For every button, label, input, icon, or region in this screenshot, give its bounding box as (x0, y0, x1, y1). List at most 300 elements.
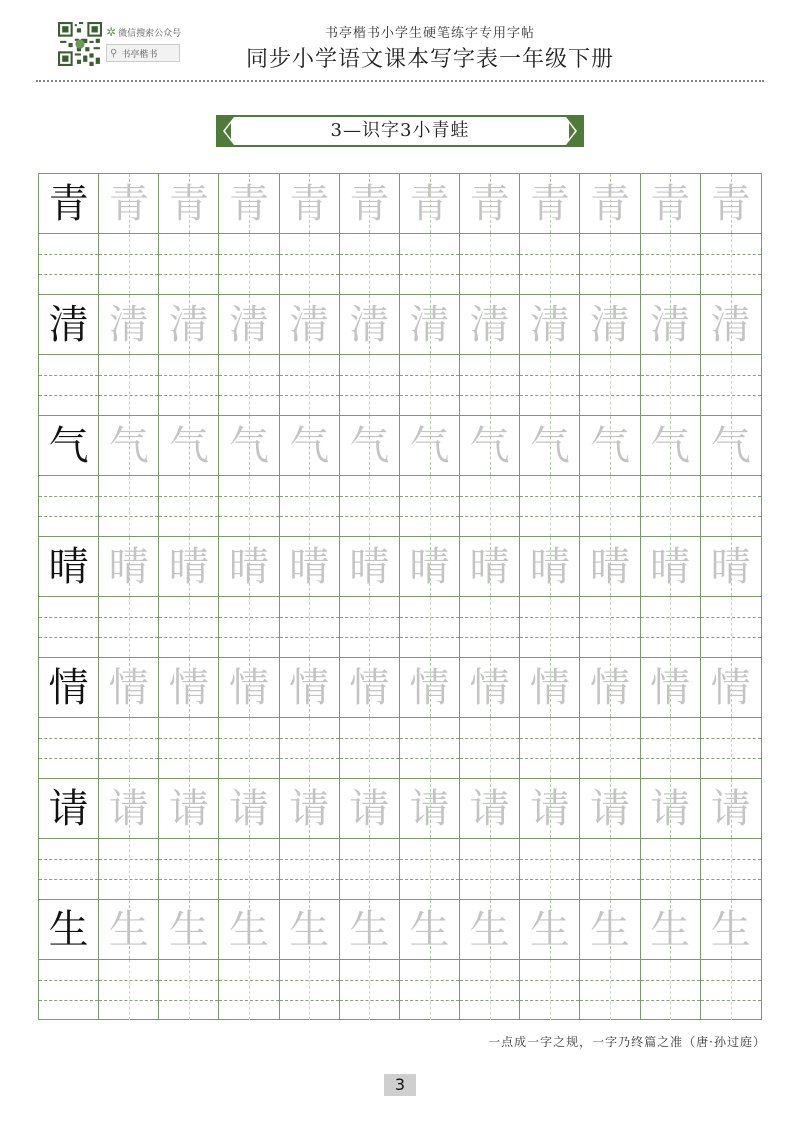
trace-character: 清 (589, 301, 630, 348)
pinyin-center-guide (670, 355, 671, 415)
trace-character: 清 (108, 301, 149, 348)
trace-character-cell[interactable] (159, 900, 219, 960)
pinyin-center-guide (309, 234, 310, 294)
pinyin-cell[interactable] (159, 597, 219, 657)
pinyin-center-guide (610, 718, 611, 778)
character-band (39, 900, 761, 960)
trace-character-cell[interactable] (340, 295, 400, 355)
pinyin-guide-line (39, 254, 98, 255)
trace-character-cell[interactable] (460, 416, 520, 476)
pinyin-cell[interactable] (641, 597, 701, 657)
pinyin-cell[interactable] (701, 839, 761, 899)
trace-character-cell[interactable] (460, 779, 520, 839)
pinyin-center-guide (490, 960, 491, 1020)
pinyin-center-guide (369, 718, 370, 778)
pinyin-cell[interactable] (580, 960, 640, 1020)
pinyin-cell[interactable] (580, 234, 640, 294)
pinyin-cell[interactable] (39, 234, 99, 294)
pinyin-cell[interactable] (99, 839, 159, 899)
pinyin-cell[interactable] (460, 234, 520, 294)
pinyin-cell[interactable] (400, 960, 460, 1020)
trace-character-cell[interactable] (219, 779, 279, 839)
trace-character: 请 (229, 785, 270, 832)
trace-character: 生 (229, 906, 270, 953)
pinyin-cell[interactable] (99, 234, 159, 294)
pinyin-center-guide (249, 960, 250, 1020)
pinyin-cell[interactable] (701, 597, 761, 657)
pinyin-center-guide (430, 476, 431, 536)
pinyin-cell[interactable] (280, 718, 340, 778)
pinyin-cell[interactable] (641, 234, 701, 294)
pinyin-center-guide (731, 960, 732, 1020)
trace-character-cell[interactable] (641, 900, 701, 960)
pinyin-center-guide (490, 718, 491, 778)
model-character-cell (39, 537, 99, 597)
trace-character: 清 (650, 301, 691, 348)
trace-character: 情 (650, 664, 691, 711)
model-character-cell (39, 295, 99, 355)
pinyin-center-guide (610, 960, 611, 1020)
character-band (39, 658, 761, 718)
trace-character: 清 (409, 301, 450, 348)
trace-character-cell[interactable] (280, 900, 340, 960)
pinyin-cell[interactable] (219, 960, 279, 1020)
trace-character-cell[interactable] (460, 658, 520, 718)
trace-character: 晴 (289, 543, 330, 590)
trace-character-cell[interactable] (701, 537, 761, 597)
pinyin-guide-line (39, 274, 98, 275)
trace-character-cell[interactable] (580, 295, 640, 355)
pinyin-cell[interactable] (701, 355, 761, 415)
pinyin-cell[interactable] (280, 355, 340, 415)
trace-character-cell[interactable] (340, 416, 400, 476)
pinyin-cell[interactable] (39, 355, 99, 415)
trace-character-cell[interactable] (159, 416, 219, 476)
trace-character-cell[interactable] (641, 174, 701, 234)
pinyin-cell[interactable] (340, 718, 400, 778)
trace-character-cell[interactable] (520, 416, 580, 476)
pinyin-guide-line (39, 637, 98, 638)
pinyin-guide-line (39, 1000, 98, 1001)
pinyin-cell[interactable] (701, 718, 761, 778)
pinyin-cell[interactable] (400, 355, 460, 415)
trace-character: 生 (349, 906, 390, 953)
pinyin-cell[interactable] (39, 718, 99, 778)
practice-row (39, 174, 761, 295)
trace-character-cell[interactable] (641, 416, 701, 476)
trace-character-cell[interactable] (280, 658, 340, 718)
trace-character-cell[interactable] (340, 900, 400, 960)
pinyin-cell[interactable] (400, 234, 460, 294)
practice-row (39, 416, 761, 537)
trace-character-cell[interactable] (460, 174, 520, 234)
page-number: 3 (384, 1074, 416, 1096)
pinyin-center-guide (490, 839, 491, 899)
trace-character-cell[interactable] (460, 295, 520, 355)
trace-character-cell[interactable] (99, 295, 159, 355)
pinyin-cell[interactable] (460, 718, 520, 778)
trace-character-cell[interactable] (400, 658, 460, 718)
trace-character-cell[interactable] (701, 174, 761, 234)
pinyin-cell[interactable] (520, 839, 580, 899)
wechat-label: 微信搜索公众号 (118, 28, 182, 39)
trace-character: 情 (108, 664, 149, 711)
pinyin-center-guide (249, 839, 250, 899)
trace-character: 晴 (650, 543, 691, 590)
trace-character: 生 (529, 906, 570, 953)
trace-character: 青 (289, 180, 330, 227)
trace-character-cell[interactable] (400, 779, 460, 839)
trace-character-cell[interactable] (641, 658, 701, 718)
pinyin-center-guide (731, 597, 732, 657)
pinyin-center-guide (249, 355, 250, 415)
trace-character-cell[interactable] (641, 537, 701, 597)
trace-character: 晴 (229, 543, 270, 590)
pinyin-center-guide (129, 234, 130, 294)
trace-character: 青 (168, 180, 209, 227)
pinyin-guide-line (39, 395, 98, 396)
pinyin-cell[interactable] (460, 597, 520, 657)
trace-character: 情 (168, 664, 209, 711)
trace-character-cell[interactable] (340, 537, 400, 597)
pinyin-cell[interactable] (39, 839, 99, 899)
trace-character-cell[interactable] (99, 537, 159, 597)
trace-character: 气 (710, 422, 751, 469)
character-band (39, 537, 761, 597)
pinyin-cell[interactable] (219, 355, 279, 415)
trace-character-cell[interactable] (159, 779, 219, 839)
trace-character-cell[interactable] (99, 779, 159, 839)
trace-character-cell[interactable] (520, 658, 580, 718)
trace-character-cell[interactable] (400, 416, 460, 476)
lesson-banner (216, 115, 584, 147)
pinyin-cell[interactable] (520, 718, 580, 778)
wechat-search-text: 书亭楷书 (121, 49, 158, 60)
pinyin-cell[interactable] (460, 960, 520, 1020)
pinyin-center-guide (249, 476, 250, 536)
trace-character-cell[interactable] (460, 900, 520, 960)
trace-character: 请 (469, 785, 510, 832)
pinyin-cell[interactable] (701, 234, 761, 294)
trace-character-cell[interactable] (701, 900, 761, 960)
trace-character-cell[interactable] (520, 174, 580, 234)
trace-character-cell[interactable] (460, 537, 520, 597)
pinyin-center-guide (129, 476, 130, 536)
trace-character-cell[interactable] (520, 295, 580, 355)
trace-character: 清 (349, 301, 390, 348)
pinyin-cell[interactable] (340, 960, 400, 1020)
pinyin-center-guide (309, 839, 310, 899)
pinyin-band (39, 960, 761, 1021)
trace-character: 晴 (710, 543, 751, 590)
pinyin-cell[interactable] (99, 718, 159, 778)
pinyin-cell[interactable] (159, 476, 219, 536)
trace-character-cell[interactable] (580, 174, 640, 234)
character-band (39, 779, 761, 839)
pinyin-center-guide (189, 355, 190, 415)
trace-character: 清 (168, 301, 209, 348)
trace-character-cell[interactable] (219, 658, 279, 718)
pinyin-center-guide (490, 234, 491, 294)
pinyin-cell[interactable] (520, 234, 580, 294)
pinyin-center-guide (670, 960, 671, 1020)
trace-character-cell[interactable] (219, 416, 279, 476)
pinyin-cell[interactable] (520, 355, 580, 415)
pinyin-center-guide (430, 839, 431, 899)
pinyin-cell[interactable] (99, 355, 159, 415)
trace-character-cell[interactable] (701, 658, 761, 718)
pinyin-cell[interactable] (39, 476, 99, 536)
trace-character-cell[interactable] (280, 537, 340, 597)
pinyin-center-guide (731, 718, 732, 778)
pinyin-cell[interactable] (39, 597, 99, 657)
trace-character: 请 (108, 785, 149, 832)
trace-character-cell[interactable] (580, 416, 640, 476)
pinyin-cell[interactable] (580, 597, 640, 657)
pinyin-cell[interactable] (641, 718, 701, 778)
trace-character-cell[interactable] (99, 416, 159, 476)
pinyin-cell[interactable] (99, 476, 159, 536)
trace-character-cell[interactable] (701, 295, 761, 355)
pinyin-center-guide (369, 960, 370, 1020)
pinyin-center-guide (430, 597, 431, 657)
pinyin-cell[interactable] (580, 476, 640, 536)
model-character-cell (39, 658, 99, 718)
trace-character-cell[interactable] (580, 900, 640, 960)
pinyin-cell[interactable] (280, 597, 340, 657)
pinyin-cell[interactable] (580, 839, 640, 899)
lesson-title: 3—识字3小青蛙 (330, 120, 470, 141)
pinyin-cell[interactable] (159, 718, 219, 778)
pinyin-cell[interactable] (400, 839, 460, 899)
trace-character-cell[interactable] (159, 295, 219, 355)
trace-character: 生 (409, 906, 450, 953)
trace-character: 气 (229, 422, 270, 469)
pinyin-center-guide (610, 476, 611, 536)
model-character: 晴 (48, 543, 89, 590)
pinyin-center-guide (369, 839, 370, 899)
pinyin-cell[interactable] (400, 597, 460, 657)
trace-character-cell[interactable] (280, 174, 340, 234)
model-character: 请 (48, 785, 89, 832)
pinyin-cell[interactable] (280, 234, 340, 294)
trace-character: 情 (589, 664, 630, 711)
pinyin-center-guide (189, 718, 190, 778)
trace-character: 清 (229, 301, 270, 348)
character-band (39, 295, 761, 355)
pinyin-cell[interactable] (460, 355, 520, 415)
wechat-search-box (106, 22, 186, 66)
trace-character: 晴 (469, 543, 510, 590)
pinyin-cell[interactable] (340, 597, 400, 657)
model-character-cell (39, 416, 99, 476)
trace-character-cell[interactable] (641, 295, 701, 355)
trace-character: 青 (108, 180, 149, 227)
trace-character: 青 (229, 180, 270, 227)
trace-character-cell[interactable] (159, 537, 219, 597)
pinyin-cell[interactable] (641, 960, 701, 1020)
footer-quote: 一点成一字之规，一字乃终篇之准（唐·孙过庭） (488, 1035, 766, 1049)
trace-character-cell[interactable] (580, 537, 640, 597)
pinyin-cell[interactable] (340, 234, 400, 294)
pinyin-cell[interactable] (219, 476, 279, 536)
pinyin-cell[interactable] (520, 476, 580, 536)
practice-row (39, 537, 761, 658)
pinyin-cell[interactable] (641, 355, 701, 415)
pinyin-center-guide (189, 234, 190, 294)
qr-code (58, 22, 102, 66)
trace-character-cell[interactable] (701, 416, 761, 476)
trace-character-cell[interactable] (580, 779, 640, 839)
character-band (39, 416, 761, 476)
pinyin-guide-line (39, 617, 98, 618)
pinyin-center-guide (369, 355, 370, 415)
pinyin-cell[interactable] (340, 476, 400, 536)
pinyin-cell[interactable] (701, 960, 761, 1020)
trace-character-cell[interactable] (340, 779, 400, 839)
pinyin-cell[interactable] (340, 839, 400, 899)
trace-character: 请 (529, 785, 570, 832)
pinyin-center-guide (249, 234, 250, 294)
pinyin-cell[interactable] (219, 718, 279, 778)
pinyin-cell[interactable] (99, 597, 159, 657)
trace-character-cell[interactable] (400, 295, 460, 355)
pinyin-center-guide (610, 355, 611, 415)
trace-character-cell[interactable] (400, 900, 460, 960)
pinyin-cell[interactable] (641, 476, 701, 536)
pinyin-cell[interactable] (400, 476, 460, 536)
pinyin-center-guide (670, 839, 671, 899)
pinyin-cell[interactable] (280, 960, 340, 1020)
pinyin-cell[interactable] (159, 960, 219, 1020)
trace-character-cell[interactable] (159, 658, 219, 718)
pinyin-center-guide (550, 234, 551, 294)
pinyin-guide-line (39, 516, 98, 517)
trace-character: 晴 (168, 543, 209, 590)
trace-character: 气 (469, 422, 510, 469)
pinyin-cell[interactable] (460, 839, 520, 899)
trace-character-cell[interactable] (520, 900, 580, 960)
pinyin-band (39, 355, 761, 416)
trace-character-cell[interactable] (580, 658, 640, 718)
trace-character: 情 (469, 664, 510, 711)
trace-character-cell[interactable] (219, 900, 279, 960)
pinyin-center-guide (129, 960, 130, 1020)
trace-character: 青 (529, 180, 570, 227)
trace-character-cell[interactable] (340, 174, 400, 234)
pinyin-center-guide (309, 355, 310, 415)
trace-character-cell[interactable] (701, 779, 761, 839)
pinyin-cell[interactable] (159, 234, 219, 294)
trace-character-cell[interactable] (219, 537, 279, 597)
model-character-cell (39, 174, 99, 234)
trace-character-cell[interactable] (219, 295, 279, 355)
pinyin-center-guide (249, 718, 250, 778)
pinyin-cell[interactable] (641, 839, 701, 899)
pinyin-center-guide (129, 597, 130, 657)
trace-character: 青 (469, 180, 510, 227)
pinyin-center-guide (369, 597, 370, 657)
wechat-search-field (106, 44, 180, 62)
pinyin-cell[interactable] (340, 355, 400, 415)
trace-character-cell[interactable] (520, 779, 580, 839)
trace-character: 生 (168, 906, 209, 953)
trace-character-cell[interactable] (159, 174, 219, 234)
pinyin-guide-line (39, 496, 98, 497)
trace-character: 晴 (589, 543, 630, 590)
trace-character: 情 (710, 664, 751, 711)
pinyin-cell[interactable] (39, 960, 99, 1020)
trace-character-cell[interactable] (280, 295, 340, 355)
pinyin-cell[interactable] (460, 476, 520, 536)
pinyin-cell[interactable] (159, 355, 219, 415)
trace-character: 生 (589, 906, 630, 953)
trace-character: 气 (289, 422, 330, 469)
trace-character: 请 (589, 785, 630, 832)
pinyin-cell[interactable] (280, 476, 340, 536)
pinyin-guide-line (39, 375, 98, 376)
pinyin-cell[interactable] (400, 718, 460, 778)
trace-character: 青 (349, 180, 390, 227)
pinyin-band (39, 234, 761, 295)
trace-character-cell[interactable] (99, 900, 159, 960)
pinyin-center-guide (309, 718, 310, 778)
trace-character-cell[interactable] (219, 174, 279, 234)
pinyin-cell[interactable] (701, 476, 761, 536)
model-character: 情 (48, 664, 89, 711)
trace-character-cell[interactable] (520, 537, 580, 597)
trace-character-cell[interactable] (99, 174, 159, 234)
pinyin-cell[interactable] (520, 597, 580, 657)
pinyin-center-guide (430, 960, 431, 1020)
pinyin-center-guide (550, 718, 551, 778)
pinyin-center-guide (670, 597, 671, 657)
pinyin-center-guide (490, 597, 491, 657)
trace-character: 清 (529, 301, 570, 348)
trace-character: 生 (108, 906, 149, 953)
trace-character-cell[interactable] (280, 779, 340, 839)
pinyin-cell[interactable] (580, 718, 640, 778)
trace-character-cell[interactable] (340, 658, 400, 718)
trace-character: 气 (108, 422, 149, 469)
pinyin-cell[interactable] (99, 960, 159, 1020)
wechat-logo-icon: ✲ (106, 25, 117, 39)
trace-character: 气 (349, 422, 390, 469)
trace-character: 请 (409, 785, 450, 832)
pinyin-center-guide (731, 355, 732, 415)
trace-character: 晴 (108, 543, 149, 590)
pinyin-cell[interactable] (520, 960, 580, 1020)
pinyin-center-guide (129, 839, 130, 899)
pinyin-cell[interactable] (219, 839, 279, 899)
pinyin-cell[interactable] (219, 234, 279, 294)
trace-character-cell[interactable] (400, 174, 460, 234)
pinyin-cell[interactable] (280, 839, 340, 899)
pinyin-cell[interactable] (580, 355, 640, 415)
page-title: 同步小学语文课本写字表一年级下册 (245, 47, 614, 72)
trace-character-cell[interactable] (400, 537, 460, 597)
trace-character-cell[interactable] (641, 779, 701, 839)
pinyin-center-guide (430, 718, 431, 778)
pinyin-guide-line (39, 980, 98, 981)
trace-character: 情 (529, 664, 570, 711)
trace-character-cell[interactable] (280, 416, 340, 476)
pinyin-cell[interactable] (159, 839, 219, 899)
trace-character-cell[interactable] (99, 658, 159, 718)
trace-character: 气 (168, 422, 209, 469)
pinyin-cell[interactable] (219, 597, 279, 657)
pinyin-center-guide (610, 839, 611, 899)
